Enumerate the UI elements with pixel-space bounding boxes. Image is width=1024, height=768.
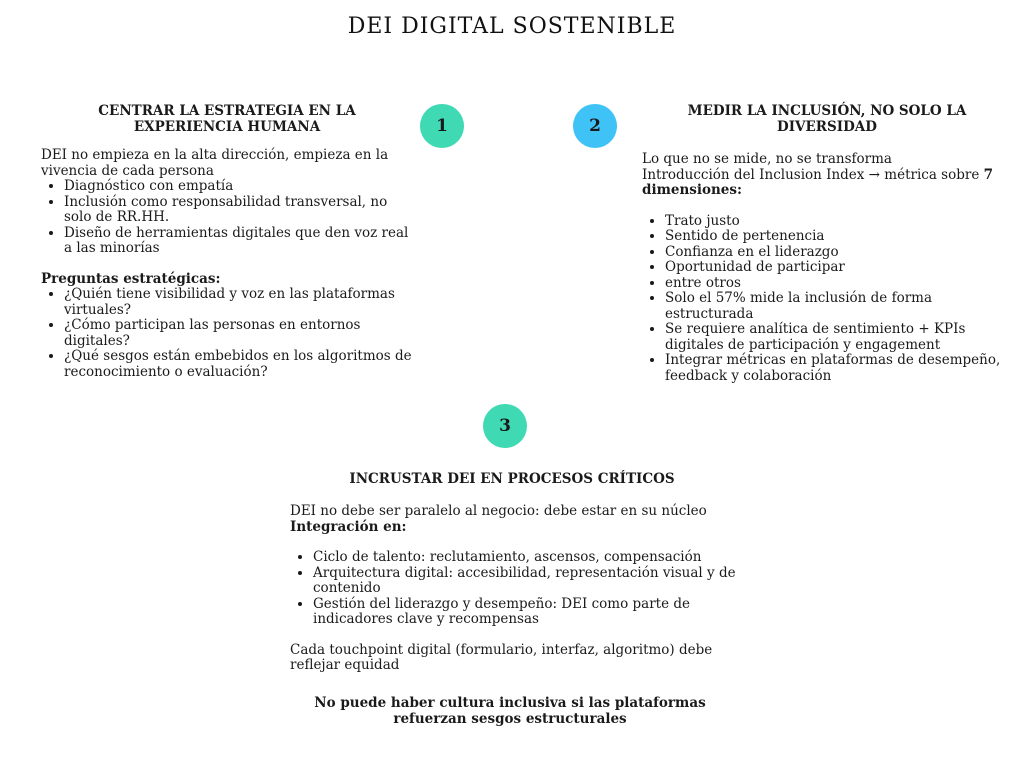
section1-body <box>41 148 416 380</box>
touchpoint-text: Cada touchpoint digital (formulario, interfaz, algoritmo) debe reflejar equidad <box>290 641 713 673</box>
section2-line2: Introducción del Inclusion Index → métrica sobre <box>642 166 980 183</box>
page-title: DEI DIGITAL SOSTENIBLE <box>347 14 677 39</box>
section1-intro: DEI no empieza en la alta dirección, empieza en la vivencia de cada persona <box>41 147 389 179</box>
closing-statement: No puede haber cultura inclusiva si las plataformas refuerzan sesgos estructurales <box>314 695 706 727</box>
section3-list <box>290 550 740 628</box>
step-badge-2: 2 <box>573 104 617 148</box>
list-item: • Oportunidad de participar <box>665 260 1012 276</box>
section3-title: INCRUSTAR DEI EN PROCESOS CRÍTICOS <box>349 471 675 487</box>
step-badge-1: 1 <box>420 104 464 148</box>
list-item: • ¿Cómo participan las personas en entornos digitales? <box>64 318 416 349</box>
list-item: • ¿Qué sesgos están embebidos en los algoritmos de reconocimiento o evaluación? <box>64 349 416 380</box>
section2-title: MEDIR LA INCLUSIÓN, NO SOLO LA DIVERSIDAD <box>687 103 967 135</box>
list-item: • Confianza en el liderazgo <box>665 245 1012 261</box>
list-item: • ¿Quién tiene visibilidad y voz en las plataformas virtuales? <box>64 287 416 318</box>
section2-body <box>642 152 1012 384</box>
section2-dimensions: 7 dimensiones: <box>642 166 994 198</box>
integration-heading: Integración en: <box>290 518 407 535</box>
list-item: • Arquitectura digital: accesibilidad, representación visual y de contenido <box>313 566 740 597</box>
list-item: • Solo el 57% mide la inclusión de forma estructurada <box>665 291 1012 322</box>
list-item: • entre otros <box>665 276 1012 292</box>
list-item: • Gestión del liderazgo y desempeño: DEI como parte de indicadores clave y recompensas <box>313 597 740 628</box>
section2-line1: Lo que no se mide, no se transforma <box>642 151 892 167</box>
list-item: • Diseño de herramientas digitales que den voz real a las minorías <box>64 226 416 257</box>
section2-list <box>642 214 1012 385</box>
list-item: • Ciclo de talento: reclutamiento, ascensos, compensación <box>313 550 740 566</box>
step-badge-3: 3 <box>483 404 527 448</box>
questions-heading: Preguntas estratégicas: <box>41 270 221 287</box>
section1-list <box>41 179 416 257</box>
section1-title: CENTRAR LA ESTRATEGIA EN LA EXPERIENCIA HUMANA <box>98 103 356 135</box>
section3-body <box>290 504 740 674</box>
list-item: • Trato justo <box>665 214 1012 230</box>
list-item: • Sentido de pertenencia <box>665 229 1012 245</box>
list-item: • Inclusión como responsabilidad transversal, no solo de RR.HH. <box>64 195 416 226</box>
list-item: • Integrar métricas en plataformas de desempeño, feedback y colaboración <box>665 353 1012 384</box>
list-item: • Diagnóstico con empatía <box>64 179 416 195</box>
list-item: • Se requiere analítica de sentimiento + KPIs digitales de participación y engagement <box>665 322 1012 353</box>
section3-intro: DEI no debe ser paralelo al negocio: debe estar en su núcleo <box>290 503 707 519</box>
questions-list <box>41 287 416 380</box>
